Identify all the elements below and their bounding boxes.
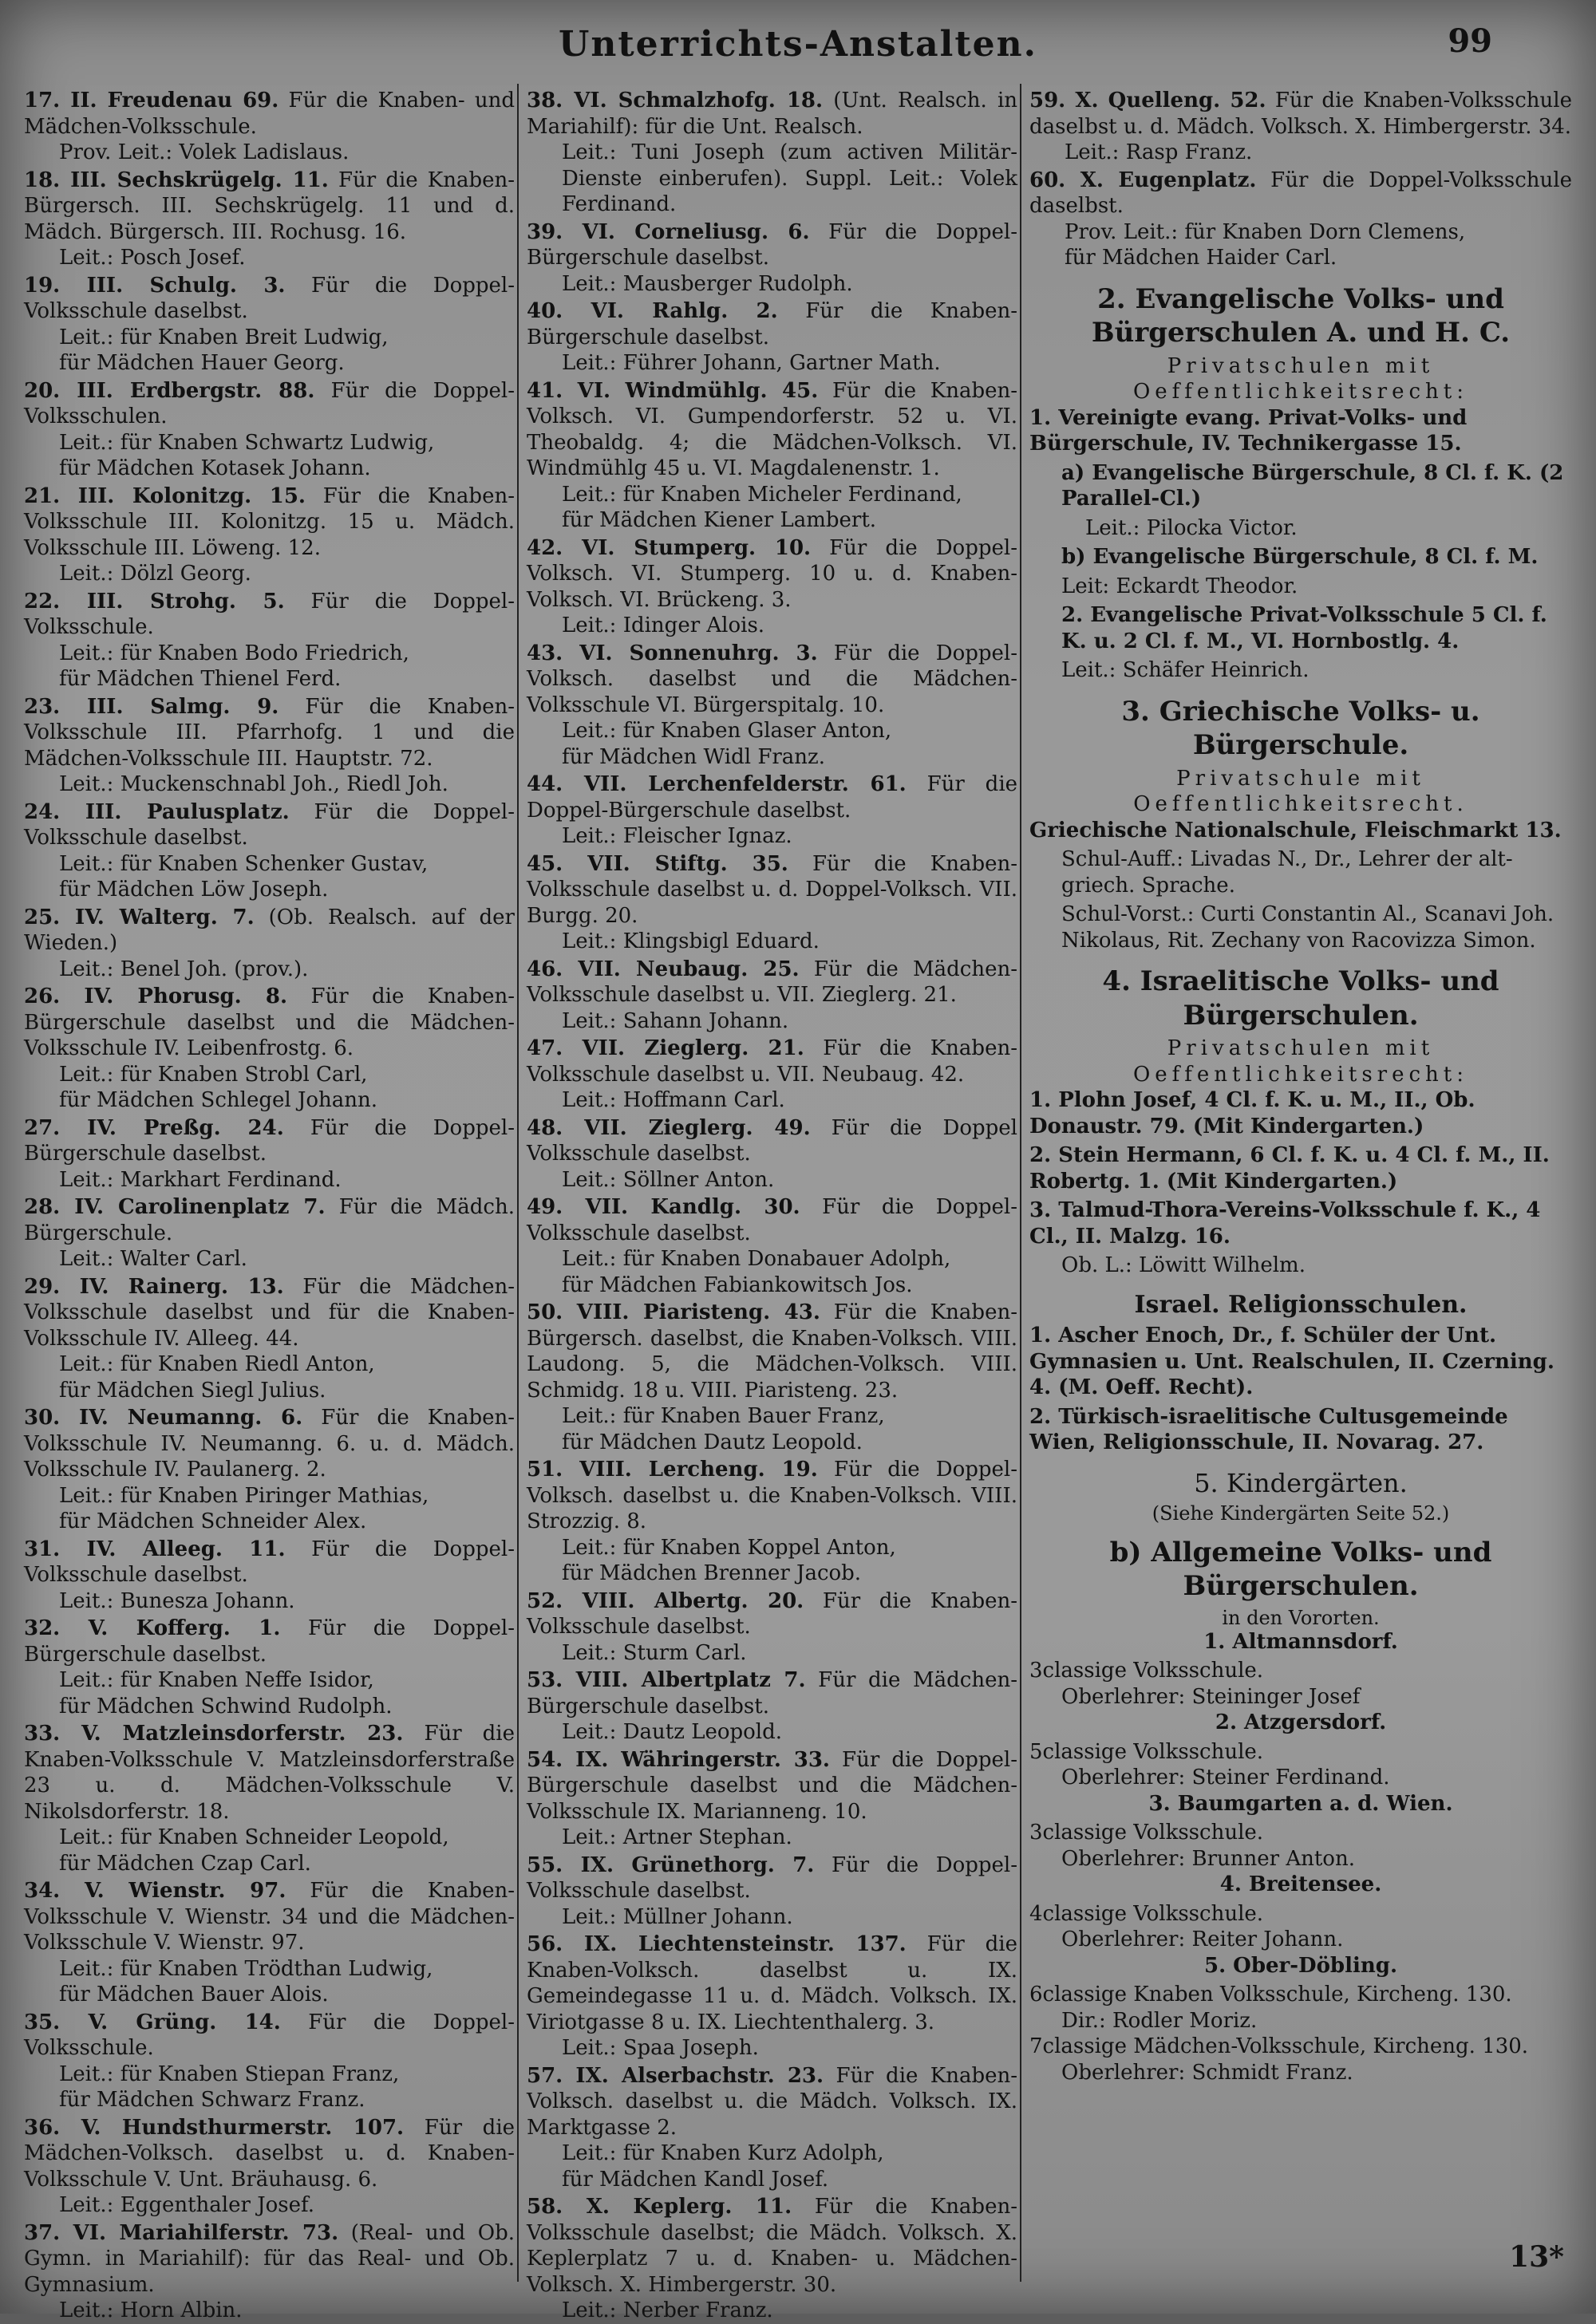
school-entry-description: Für die Knaben-Bürgersch. daselbst, die Knaben-Volksch. VIII. Laudong. 5, die Mädchen-Volksch. VIII. Schmidg. 18 u. VIII. Piaristeng. 23. [527,1300,1017,1403]
signature-mark: 13* [1509,2240,1564,2274]
school-entry [527,1588,1017,1667]
school-entry [527,88,1017,218]
school-entry-address: 51. VIII. Lercheng. 19. [527,1458,818,1482]
section-2-item-1b: b) Evangelische Bürgerschule, 8 Cl. f. M. [1061,545,1539,569]
school-entry-leader: für Mädchen Brenner Jacob. [562,1561,862,1585]
vorort-detail: 6classige Knaben Volksschule, Kircheng. 130. [1029,1983,1512,2006]
school-entry-leader: Leit.: für Knaben Neffe Isidor, [59,1668,374,1692]
section-2-item-2-leit: Leit.: Schäfer Heinrich. [1061,658,1310,682]
school-entry [527,1667,1017,1746]
school-entry [24,1405,515,1535]
school-entry-leader: Leit.: Horn Albin. [59,2298,243,2322]
school-entry-leader: Leit.: Rasp Franz. [1065,140,1253,164]
vorort-name: 4. Breitensee. [1219,1872,1382,1896]
school-entry [24,1274,515,1404]
school-entry [24,1537,515,1615]
school-entry [527,535,1017,639]
school-entry-leader: Leit.: Söllner Anton. [562,1167,775,1192]
school-entry [24,273,515,377]
vorort-name: 2. Atzgersdorf. [1215,1710,1387,1734]
vorort-detail: Oberlehrer: Steiner Ferdinand. [1061,1766,1390,1789]
school-entry [24,378,515,482]
school-entry-leader: Leit.: Sturm Carl. [562,1640,747,1665]
school-entry [24,589,515,692]
section-2-item-1a: a) Evangelische Bürgerschule, 8 Cl. f. K. (2 Parallel-Cl.) [1061,460,1564,511]
school-entry-address: 35. V. Grüng. 14. [24,2010,281,2034]
school-entry-address: 37. VI. Mariahilferstr. 73. [24,2220,339,2245]
school-entry-description: Für die Knaben-Volksschule V. Matzleinsdorferstraße 23 u. d. Mädchen-Volksschule V. Nikolsdorferstr. 18. [24,1722,516,1824]
section-4-title: 4. Israelitische Volks- und Bürgerschulen. [1102,965,1499,1032]
school-entry-leader: für Mädchen Widl Franz. [562,744,826,769]
page-title: Unterrichts-Anstalten. [559,24,1037,65]
school-entry-leader: für Mädchen Kiener Lambert. [562,508,877,532]
school-entry-leader: Leit.: Dautz Leopold. [562,1720,783,1744]
school-entry-description: Für die Doppel-Volksch. daselbst und die Mädchen-Volksschule VI. Bürgerspitalg. 10. [527,641,1017,717]
school-entry-leader: für Mädchen Czap Carl. [59,1851,311,1876]
section-3-subtitle: Privatschule mit Oeffentlichkeitsrecht. [1133,766,1468,816]
school-entry-leader: für Mädchen Schlegel Johann. [59,1088,378,1112]
section-2-item-1: 1. Vereinigte evang. Privat-Volks- und Bürgerschule, IV. Technikergasse 15. [1029,405,1468,456]
school-entry-description: Für die Knaben-Volksch. VI. Gumpendorferstr. 52 u. VI. Theobaldg. 4; die Mädchen-Volksch. VI. Windmühlg 45 u. VI. Magdalenenstr. 1. [527,378,1018,480]
school-entry [24,2220,515,2324]
school-entry-leader: für Mädchen Bauer Alois. [59,1983,329,2006]
school-entry [527,1931,1017,2062]
school-entry [527,1036,1017,1114]
column-divider [1020,84,1021,2282]
school-entry-leader: Leit.: Hoffmann Carl. [562,1088,785,1112]
school-entry-address: 31. IV. Alleeg. 11. [24,1537,286,1561]
column-3 [1029,88,1572,2282]
school-entry-description: Für die Knaben-Volksschule V. Wienstr. 34 und die Mädchen-Volksschule V. Wienstr. 97. [24,1879,515,1955]
vorort-detail: 3classige Volksschule. [1029,1821,1264,1845]
school-entry-address: 23. III. Salmg. 9. [24,694,279,719]
school-entry-leader: Prov. Leit.: für Knaben Dorn Clemens, [1065,219,1466,244]
section-2-item-2: 2. Evangelische Privat-Volksschule 5 Cl. f. K. u. 2 Cl. f. M., VI. Hornbostlg. 4. [1061,603,1547,653]
school-entry-address: 50. VIII. Piaristeng. 43. [527,1300,820,1324]
school-entry [24,2010,515,2113]
school-entry-leader: Leit.: Führer Johann, Gartner Math. [562,351,941,375]
school-entry-address: 47. VII. Zieglerg. 21. [527,1036,804,1060]
school-entry-description: Für die Knaben-Volksschule III. Kolonitzg. 15 u. Mädch. Volksschule III. Löweng. 12. [24,483,515,560]
school-entry-leader: für Mädchen Thienel Ferd. [59,667,342,691]
school-entry-leader: Leit.: Idinger Alois. [562,614,765,637]
school-entry-description: Für die Doppel-Bürgerschule daselbst. [24,1616,515,1667]
school-entry-address: 49. VII. Kandlg. 30. [527,1195,800,1219]
school-entry-leader: Leit.: für Knaben Bauer Franz, [562,1404,885,1428]
school-entry-leader: Leit.: für Knaben Schneider Leopold, [59,1825,449,1849]
school-entry-leader: Leit.: für Knaben Koppel Anton, [562,1535,896,1560]
school-entry-leader: Leit.: Nerber Franz. [562,2298,773,2322]
school-entry-address: 38. VI. Schmalzhofg. 18. [527,89,824,112]
school-entry-description: Für die Doppel-Volksschule. [24,2010,515,2060]
school-entry-leader: Leit.: Fleischer Ignaz. [562,824,792,848]
school-entry-leader: Leit.: für Knaben Breit Ludwig, [59,325,389,349]
school-entry-leader: für Mädchen Löw Joseph. [59,878,329,902]
school-entry-address: 22. III. Strohg. 5. [24,589,285,614]
school-entry-description: (Unt. Realsch. in Mariahilf): für die Unt. Realsch. [527,89,1018,139]
vorort-detail: Oberlehrer: Schmidt Franz. [1061,2060,1353,2085]
school-entry-description: Für die Doppel-Bürgerschule daselbst und die Mädchen-Volksschule IX. Marianneng. 10. [527,1747,1017,1824]
section-2-title: 2. Evangelische Volks- und Bürgerschulen A. und H. C. [1091,282,1511,349]
school-entry [24,1115,515,1194]
vorort-detail: 5classige Volksschule. [1029,1739,1264,1764]
school-entry [527,1747,1017,1851]
school-entry-leader: Leit.: für Knaben Bodo Friedrich, [59,641,409,665]
school-entry-leader: für Mädchen Schwarz Franz. [59,2088,365,2112]
school-entry [527,378,1017,534]
school-entry-address: 19. III. Schulg. 3. [24,273,286,298]
school-entry-leader: für Mädchen Haider Carl. [1065,246,1337,270]
vorort-name: 5. Ober-Döbling. [1203,1953,1397,1978]
school-entry [527,2063,1017,2193]
school-entry-description: Für die Knaben-Bürgerschule daselbst. [527,299,1018,349]
school-entry-leader: Leit.: für Knaben Glaser Anton, [562,719,892,743]
school-entry [527,1194,1017,1298]
school-entry-address: 56. IX. Liechtensteinstr. 137. [527,1932,907,1956]
section-2-subtitle: Privatschulen mit Oeffentlichkeitsrecht: [1132,353,1469,404]
school-entry-address: 17. II. Freudenau 69. [24,89,279,112]
page-number: 99 [1448,22,1492,60]
school-entry [24,694,515,798]
school-entry-leader: Leit.: Artner Stephan. [562,1825,792,1849]
school-entry-leader: für Mädchen Hauer Georg. [59,351,345,375]
school-entry-description: Für die Knaben-Volksch. daselbst u. IX. Gemeindegasse 11 u. d. Mädch. Volksch. IX. Viriotgasse 8 u. IX. Liechtenthalerg. 3. [527,1932,1018,2034]
school-entry-leader: Leit.: Benel Joh. (prov.). [59,957,309,981]
school-entry-address: 26. IV. Phorusg. 8. [24,984,288,1008]
school-entry-leader: Leit.: für Knaben Strobl Carl, [59,1062,368,1087]
school-entry-description: Für die Doppel-Volksch. VI. Stumperg. 10 u. d. Knaben-Volksch. VI. Brückeng. 3. [527,535,1017,612]
school-entry-description: Für die Knaben-Volksschule daselbst u. VII. Neubaug. 42. [527,1036,1017,1087]
school-entry-description: Für die Knaben-Volksschule IV. Neumanng. 6. u. d. Mädch. Volksschule IV. Paulanerg. 2. [24,1406,516,1482]
school-entry-leader: Leit.: für Knaben Donabauer Adolph, [562,1247,951,1271]
school-entry-leader: Leit.: für Knaben Schenker Gustav, [59,851,429,876]
school-entry-description: Für die Doppel-Volksschule daselbst. [527,1852,1017,1903]
column-divider [517,84,519,2282]
school-entry [24,1194,515,1272]
school-entry-description: Für die Mädchen-Bürgerschule daselbst. [527,1668,1017,1718]
vorort-name: 3. Baumgarten a. d. Wien. [1148,1791,1453,1816]
school-entry-leader: für Mädchen Schwind Rudolph. [59,1694,393,1718]
school-entry-leader: Leit.: für Knaben Riedl Anton, [59,1352,375,1376]
school-entry-address: 27. IV. Preßg. 24. [24,1115,284,1140]
school-entry-leader: für Mädchen Dautz Leopold. [562,1430,863,1454]
section-3-vorstand: Schul-Vorst.: Curti Constantin Al., Scanavi Joh. Nikolaus, Rit. Zechany von Racovizza Simon. [1061,902,1555,953]
school-entry-description: Für die Doppel-Volksschule. [24,589,516,639]
school-entry-leader: Leit.: für Knaben Micheler Ferdinand, [562,482,962,507]
school-entry-address: 46. VII. Neubaug. 25. [527,957,800,981]
school-entry-address: 53. VIII. Albertplatz 7. [527,1668,806,1692]
religion-school-item-1: 1. Ascher Enoch, Dr., f. Schüler der Unt. Gymnasien u. Unt. Realschulen, II. Czerning. 4. (M. Oeff. Recht). [1029,1324,1555,1399]
school-entry-leader: Leit.: für Knaben Trödthan Ludwig, [59,1956,433,1981]
school-entry [527,219,1017,298]
school-entry [24,1721,515,1876]
school-entry-leader: für Mädchen Schneider Alex. [59,1509,367,1533]
school-entry-leader: Leit.: für Knaben Piringer Mathias, [59,1483,429,1508]
vorort-detail: 3classige Volksschule. [1029,1659,1264,1683]
school-entry-address: 24. III. Paulusplatz. [24,799,290,824]
vorort-detail: Oberlehrer: Reiter Johann. [1061,1927,1344,1951]
school-entry [527,641,1017,771]
school-entry-address: 33. V. Matzleinsdorferstr. 23. [24,1722,404,1746]
school-entry-address: 43. VI. Sonnenuhrg. 3. [527,641,818,665]
school-entry-description: Für die Doppel-Bürgerschule daselbst. [527,219,1018,270]
section-3-title: 3. Griechische Volks- u. Bürgerschule. [1121,695,1480,761]
school-entry-description: Für die Doppel-Volksschulen. [24,378,515,428]
school-entry-address: 32. V. Kofferg. 1. [24,1616,281,1640]
school-entry [24,88,515,166]
school-entry-address: 20. III. Erdbergstr. 88. [24,378,315,403]
school-entry-address: 59. X. Quelleng. 52. [1029,89,1266,112]
school-entry-description: Für die Knaben- und Mädchen-Volksschule. [24,89,516,139]
school-entry-description: Für die Knaben-Volksschule daselbst u. d. Doppel-Volksch. VII. Burgg. 20. [527,851,1018,928]
school-entry-description: Für die Knaben-Volksschule daselbst; die Mädch. Volksch. X. Keplerplatz 7 u. d. Knaben- u. Mädchen-Volksch. X. Himbergerstr. 30. [527,2195,1017,2297]
religion-school-item-2: 2. Türkisch-israelitische Cultusgemeinde Wien, Religionsschule, II. Novarag. 27. [1029,1404,1508,1454]
vorort-detail: Oberlehrer: Brunner Anton. [1061,1846,1355,1871]
school-entry-address: 30. IV. Neumanng. 6. [24,1406,303,1430]
vorort-detail: 7classige Mädchen-Volksschule, Kircheng. 130. [1029,2034,1529,2058]
school-entry [527,1300,1017,1455]
school-entry-address: 34. V. Wienstr. 97. [24,1879,286,1903]
school-entry [24,1616,515,1719]
page-header [0,18,1596,65]
vorort-detail: 4classige Volksschule. [1029,1901,1264,1926]
school-entry [527,851,1017,955]
school-entry-description: Für die Mädchen-Volksschule daselbst u. VII. Zieglerg. 21. [527,957,1017,1007]
school-entry-leader: Leit.: Walter Carl. [59,1247,247,1271]
school-entry-address: 25. IV. Walterg. 7. [24,905,255,929]
school-entry-address: 36. V. Hundsthurmerstr. 107. [24,2115,405,2140]
section-b-title: b) Allgemeine Volks- und Bürgerschulen. [1109,1536,1492,1602]
school-entry-description: Für die Knaben-Volksschule III. Pfarrhofg. 1 und die Mädchen-Volksschule III. Hauptstr. 72. [24,694,515,771]
school-entry-address: 42. VI. Stumperg. 10. [527,535,812,560]
school-entry-address: 29. IV. Rainerg. 13. [24,1274,284,1299]
school-entry-leader: Leit.: Müllner Johann. [562,1904,793,1929]
school-entry-address: 39. VI. Corneliusg. 6. [527,219,810,244]
vorort-detail: Oberlehrer: Steininger Josef [1061,1684,1361,1709]
vorort-detail: Dir.: Rodler Moriz. [1061,2008,1258,2033]
school-entry-address: 55. IX. Grünethorg. 7. [527,1852,815,1877]
school-entry-leader: für Mädchen Kandl Josef. [562,2167,829,2192]
school-entry-leader: Leit.: Muckenschnabl Joh., Riedl Joh. [59,772,448,796]
section-5-title: 5. Kindergärten. [1194,1467,1408,1498]
school-entry-leader: Leit.: für Knaben Stiepan Franz, [59,2062,400,2086]
section-5-subtitle: (Siehe Kindergärten Seite 52.) [1152,1501,1450,1525]
school-entry-leader: Leit.: Klingsbigl Eduard. [562,929,820,953]
school-entry-address: 44. VII. Lerchenfelderstr. 61. [527,772,907,796]
school-entry-leader: Prov. Leit.: Volek Ladislaus. [59,140,350,164]
school-entry [24,984,515,1114]
school-entry-description: Für die Mädch. Bürgerschule. [24,1195,515,1245]
school-entry-leader: Leit.: Bunesza Johann. [59,1588,295,1613]
school-entry [24,1878,515,2008]
school-entry-description: Für die Doppel-Bürgerschule daselbst. [24,1115,515,1166]
column-2 [527,88,1018,2322]
section-4-item-1: 1. Plohn Josef, 4 Cl. f. K. u. M., II., Ob. Donaustr. 79. (Mit Kindergarten.) [1029,1088,1476,1138]
school-entry-description: Für die Doppel-Volksschule daselbst. [527,1195,1018,1245]
school-entry [527,771,1017,850]
school-entry-leader: für Mädchen Siegl Julius. [59,1378,326,1403]
school-entry [24,905,515,983]
school-entry [527,957,1017,1035]
school-entry-description: (Real- und Ob. Gymn. in Mariahilf): für das Real- und Ob. Gymnasium. [24,2220,515,2297]
school-entry-leader: Leit.: Eggenthaler Josef. [59,2193,314,2217]
section-2-item-1a-leit: Leit.: Pilocka Victor. [1085,515,1298,540]
school-entry-description: Für die Doppel-Volksschule daselbst. [24,1537,515,1587]
school-entry-description: Für die Knaben-Bürgerschule daselbst und die Mädchen-Volksschule IV. Leibenfrostg. 6. [24,984,516,1060]
school-entry [527,2194,1017,2324]
section-4-item-3: 3. Talmud-Thora-Vereins-Volksschule f. K., 4 Cl., II. Malzg. 16. [1029,1198,1541,1249]
school-entry-leader: Leit.: Dölzl Georg. [59,562,251,586]
school-entry-description: Für die Mädchen-Volksschule daselbst und für die Knaben-Volksschule IV. Alleeg. 44. [24,1274,515,1351]
vororte-list [1029,1629,1572,2086]
section-3-item: Griechische Nationalschule, Fleischmarkt 13. [1029,818,1562,842]
school-entry-address: 40. VI. Rahlg. 2. [527,299,778,323]
column-3-entries [1029,88,1572,271]
school-entry-address: 28. IV. Carolinenplatz 7. [24,1195,326,1219]
school-entry-description: Für die Knaben-Volksschule daselbst u. d. Mädch. Volksch. X. Himbergerstr. 34. [1029,89,1572,139]
school-entry-description: Für die Doppel-Volksschule daselbst. [1029,168,1573,218]
school-entry-address: 58. X. Keplerg. 11. [527,2195,792,2219]
school-entry-leader: Leit.: Tuni Joseph (zum activen Militär-Dienste einberufen). Suppl. Leit.: Volek Ferdinand. [562,140,1017,216]
school-entry [1029,88,1572,166]
school-entry-leader: Leit.: Markhart Ferdinand. [59,1167,342,1192]
school-entry-description: Für die Doppel-Volksch. daselbst u. die Knaben-Volksch. VIII. Strozzig. 8. [527,1458,1017,1533]
religion-schools-title: Israel. Religionsschulen. [1134,1290,1468,1319]
vorort-name: 1. Altmannsdorf. [1203,1629,1398,1654]
school-entry [24,799,515,903]
section-2-item-1b-leit: Leit: Eckardt Theodor. [1061,574,1298,598]
school-entry-address: 54. IX. Währingerstr. 33. [527,1747,830,1772]
section-b-subtitle: in den Vororten. [1222,1606,1380,1629]
school-entry-description: Für die Doppel Volksschule daselbst. [527,1115,1017,1166]
school-entry-leader: Leit.: Spaa Joseph. [562,2036,759,2060]
school-entry [24,483,515,587]
column-1 [24,88,516,2322]
school-entry [527,1457,1017,1587]
school-entry-address: 41. VI. Windmühlg. 45. [527,378,819,403]
school-entry-description: Für die Doppel-Volksschule daselbst. [24,799,515,850]
school-entry-address: 21. III. Kolonitzg. 15. [24,483,306,508]
section-3-aufsicht: Schul-Auff.: Livadas N., Dr., Lehrer der alt-griech. Sprache. [1061,847,1513,898]
school-entry-leader: für Mädchen Fabiankowitsch Jos. [562,1272,913,1297]
school-entry [1029,168,1572,271]
school-entry-address: 48. VII. Zieglerg. 49. [527,1115,811,1140]
school-entry [527,298,1017,377]
school-entry-leader: Leit.: Sahann Johann. [562,1008,789,1033]
school-entry-address: 45. VII. Stiftg. 35. [527,851,788,876]
school-entry-leader: Leit.: für Knaben Schwartz Ludwig, [59,430,435,455]
school-entry-leader: für Mädchen Kotasek Johann. [59,456,371,480]
school-entry-address: 52. VIII. Albertg. 20. [527,1588,804,1613]
school-entry-address: 60. X. Eugenplatz. [1029,168,1257,192]
school-entry-description: Für die Doppel-Volksschule daselbst. [24,273,515,323]
school-entry [24,2115,515,2219]
school-entry-address: 18. III. Sechskrügelg. 11. [24,168,329,192]
school-entry-leader: Leit.: Mausberger Rudolph. [562,271,853,296]
section-4-subtitle: Privatschulen mit Oeffentlichkeitsrecht: [1132,1036,1469,1087]
school-entry-description: Für die Knaben-Volksschule daselbst. [527,1588,1018,1639]
school-entry-description: Für die Knaben-Volksch. daselbst u. die Mädch. Volksch. IX. Marktgasse 2. [527,2063,1018,2140]
school-entry-address: 57. IX. Alserbachstr. 23. [527,2063,824,2088]
school-entry-leader: Leit.: Posch Josef. [59,246,246,270]
school-entry-description: Für die Knaben-Bürgersch. III. Sechskrügelg. 11 und d. Mädch. Bürgersch. III. Rochusg. 16. [24,168,516,244]
school-entry-description: Für die Doppel-Bürgerschule daselbst. [527,772,1018,823]
school-entry-leader: Leit.: für Knaben Kurz Adolph, [562,2141,884,2165]
section-4-item-2: 2. Stein Hermann, 6 Cl. f. K. u. 4 Cl. f. M., II. Robertg. 1. (Mit Kindergarten.) [1029,1143,1550,1194]
school-entry [24,168,515,271]
school-entry [527,1852,1017,1931]
school-entry-description: (Ob. Realsch. auf der Wieden.) [24,905,515,955]
section-4-item-3-oberlehrer: Ob. L.: Löwitt Wilhelm. [1061,1253,1306,1277]
school-entry-description: Für die Mädchen-Volksch. daselbst u. d. Knaben-Volksschule V. Unt. Bräuhausg. 6. [24,2115,516,2192]
school-entry [527,1115,1017,1194]
